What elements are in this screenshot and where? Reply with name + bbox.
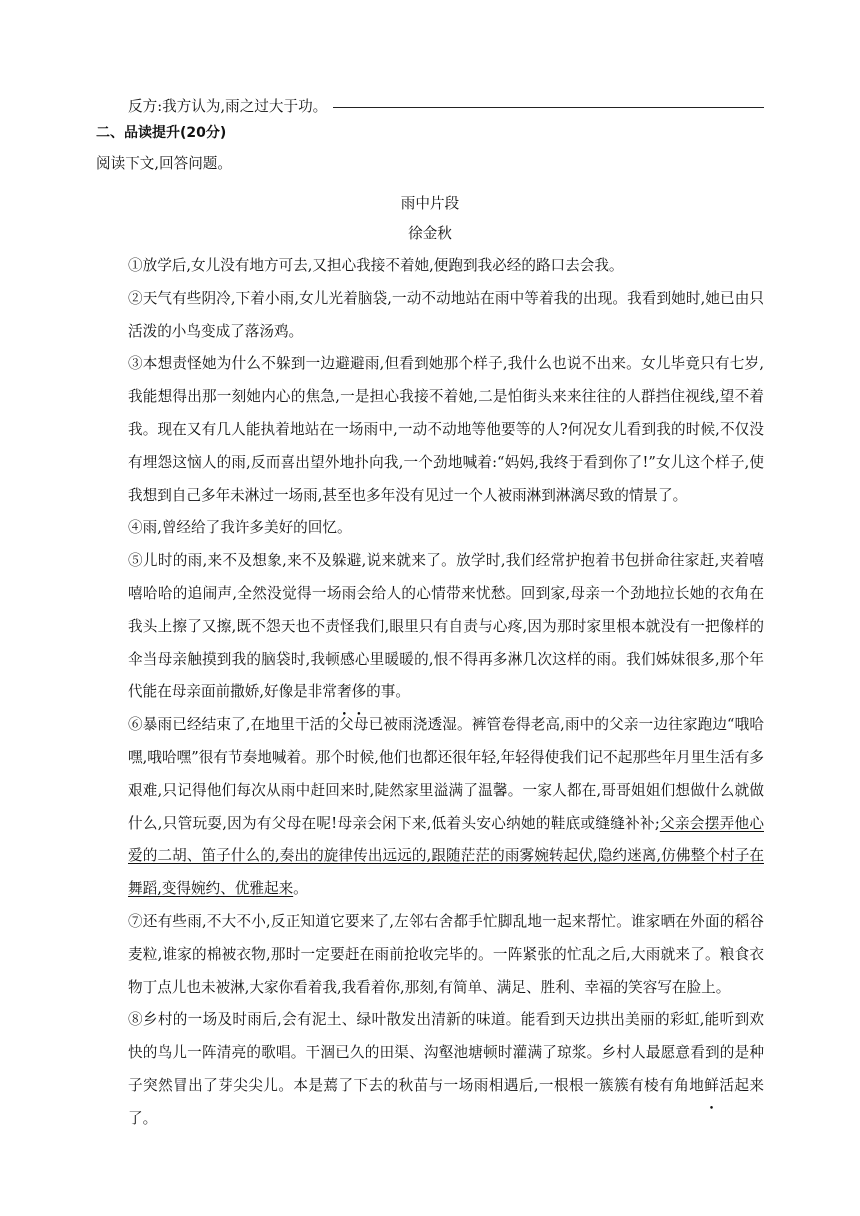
paragraph-6-end: 。 [293,880,308,898]
paragraph-5-end: 的事。 [366,683,410,701]
paragraph-7: ⑦还有些雨,不大不小,反正知道它要来了,左邻右舍都手忙脚乱地一起来帮忙。谁家晒在外面的稻谷麦粒,谁家的棉被衣物,那时一定要赶在雨前抢收完毕的。一阵紧张的忙乱之后,大雨就来了。粮食衣物丁点儿也未被淋,大家你看着我,我看着你,那刻,有简单、满足、胜利、幸福的笑容写在脸上。 [128,912,764,996]
section-heading: 二、品读提升(20分) [96,125,227,141]
underlined-sentence: 父亲会摆弄他心爱的二胡、笛子什么的,奏出的旋律传出远远的,跟随茫茫的雨雾婉转起伏,隐约迷离,仿佛整个村子在舞蹈,变得婉约、优雅起来 [128,814,764,898]
paragraph-8 [96,1004,764,1135]
emphasis-dot-char: 鲜 [704,1076,719,1094]
paragraph-1: ①放学后,女儿没有地方可去,又担心我接不着她,便跑到我必经的路口去会我。 [128,257,624,274]
paragraph-8-text: ⑧乡村的一场及时雨后,会有泥土、绿叶散发出清新的味道。能看到天边拱出美丽的彩虹,能听到欢快的鸟儿一阵清亮的歌唱。干涸已久的田渠、沟壑池塘顿时灌满了琼浆。乡村人最愿意看到的是种子突然冒出了芽尖尖儿。本是蔫了下去的秋苗与一场雨相遇后,一根根一簇簇有棱有角地 [128,1011,764,1094]
article-author: 徐金秋 [408,225,452,242]
paragraph-6 [96,709,764,906]
rebuttal-text: 反方:我方认为,雨之过大于功。 [128,98,328,115]
rebuttal-line [96,86,764,116]
paragraph-5 [96,545,764,709]
paragraph-2: ②天气有些阴冷,下着小雨,女儿光着脑袋,一动不动地站在雨中等着我的出现。我看到她时,她已由只活泼的小鸟变成了落汤鸡。 [128,289,764,340]
reading-instruction: 阅读下文,回答问题。 [96,155,232,172]
article-title: 雨中片段 [400,195,460,212]
emphasis-dot-char: 侈 [351,683,367,701]
paragraph-3: ③本想责怪她为什么不躲到一边避避雨,但看到她那个样子,我什么也说不出来。女儿毕竟只有七岁,我能想得出那一刻她内心的焦急,一是担心我接不着她,二是怕街头来来往往的人群挡住视线,望不着我。现在又有几人能执着地站在一场雨中,一动不动地等他要等的人?何况女儿看到我的时候,不仅没有埋怨这恼人的雨,反而喜出望外地扑向我,一个劲地喊着:“妈妈,我终于看到你了!”女儿这个样子,使我想到自己多年未淋过一场雨,甚至也多年没有见过一个人被雨淋到淋漓尽致的情景了。 [128,355,764,504]
paragraph-5-text: ⑤儿时的雨,来不及想象,来不及躲避,说来就来了。放学时,我们经常护抱着书包拼命往家赶,夹着嘻嘻哈哈的追闹声,全然没觉得一场雨会给人的心情带来忧愁。回到家,母亲一个劲地拉长她的衣角在我头上擦了又擦,既不怨天也不责怪我们,眼里只有自责与心疼,因为那时家里根本就没有一把像样的伞当母亲触摸到我的脑袋时,我顿感心里暖暖的,恨不得再多淋几次这样的雨。我们姊妹很多,那个年代能在母亲面前撒娇,好像是非常 [128,552,764,701]
paragraph-6-text: ⑥暴雨已经结束了,在地里干活的父母已被雨浇透湿。裤管卷得老高,雨中的父亲一边往家跑边“哦哈嘿,哦哈嘿”很有节奏地喊着。那个时候,他们也都还很年轻,年轻得使我们记不起那些年月里生活有多艰难,只记得他们每次从雨中赶回来时,陡然家里溢满了温馨。一家人都在,哥哥姐姐们想做什么就做什么,只管玩耍,因为有父母在呢!母亲会闲下来,低着头安心纳她的鞋底或缝缝补补; [128,716,764,832]
answer-blank-line[interactable] [333,107,764,108]
paragraph-8-end: 活起来了。 [128,1076,764,1127]
paragraph-4: ④雨,曾经给了我许多美好的回忆。 [128,519,352,537]
emphasis-dot-char: 奢 [336,683,352,701]
